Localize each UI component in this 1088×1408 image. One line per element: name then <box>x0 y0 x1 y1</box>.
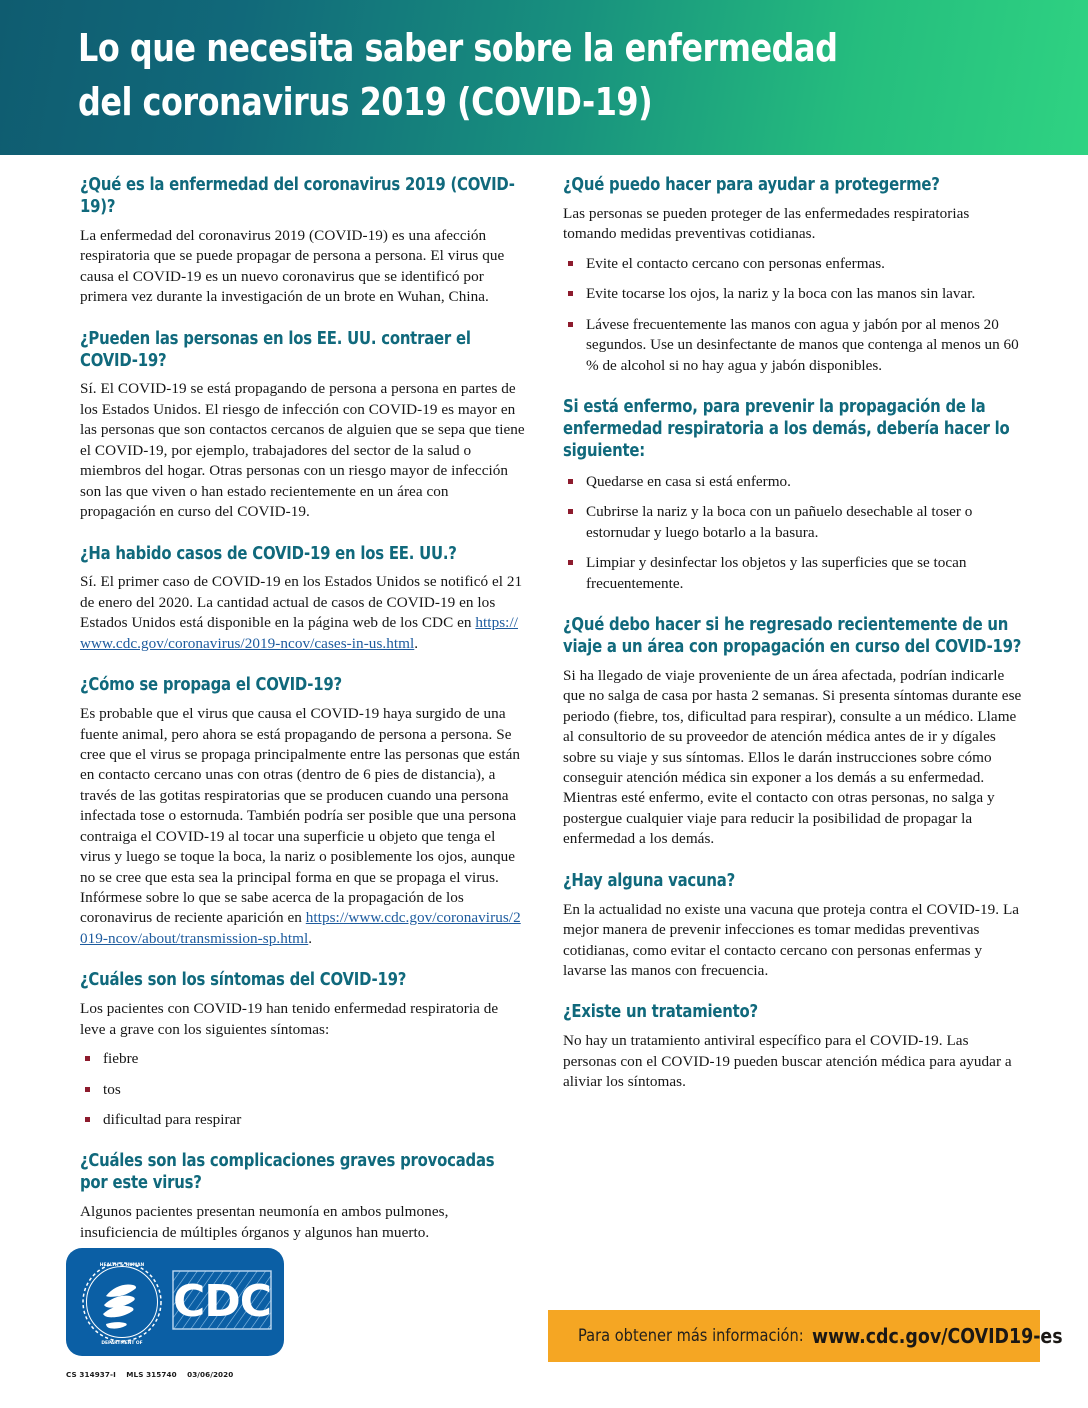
content-block <box>563 1002 1025 1092</box>
section-heading: ¿Cómo se propaga el COVID-19? <box>80 675 342 696</box>
footer-area <box>0 1230 1088 1408</box>
square-bullet-icon <box>85 1117 90 1122</box>
body-paragraph: No hay un tratamiento antiviral específico para el COVID-19. Las personas con el COVID-19 pueden buscar atención médica para ayudar a aliviar los síntomas. <box>563 1032 1012 1091</box>
body-paragraph: En la actualidad no existe una vacuna que proteja contra el COVID-19. La mejor manera de prevenir infecciones es tomar medidas preventivas cotidianas, como evitar el contacto cercano con personas enfermas y lavarse las manos con frecuencia. <box>563 900 1020 979</box>
content-block <box>563 615 1025 850</box>
body-paragraph: Algunos pacientes presentan neumonía en ambos pulmones, insuficiencia de múltiples órganos y algunos han muerto. <box>80 1203 449 1241</box>
list-item <box>563 502 1025 543</box>
body-paragraph: Los pacientes con COVID-19 han tenido enfermedad respiratoria de leve a grave con los siguientes síntomas: <box>80 1000 499 1038</box>
list-item-label: fiebre <box>103 1050 139 1068</box>
list-item <box>563 315 1025 376</box>
body-paragraph-with-link <box>80 572 525 654</box>
bullet-list <box>563 472 1025 594</box>
cdc-wordmark-icon <box>172 1270 272 1332</box>
content-block <box>80 175 525 308</box>
more-info-label: Para obtener más información: <box>578 1326 804 1346</box>
list-item <box>563 553 1025 594</box>
content-block <box>563 175 1025 376</box>
list-item-label: tos <box>103 1080 121 1098</box>
list-item-label: Evite el contacto cercano con personas enfermas. <box>586 254 885 272</box>
cdc-logo <box>66 1248 284 1356</box>
square-bullet-icon <box>568 261 573 266</box>
list-item <box>563 284 1025 304</box>
square-bullet-icon <box>568 509 573 514</box>
content-block <box>80 329 525 523</box>
more-info-bar <box>548 1310 1064 1362</box>
more-info-url[interactable]: www.cdc.gov/COVID19-es <box>812 1324 1064 1348</box>
svg-text:DEPARTMENT OF: DEPARTMENT OF <box>101 1341 143 1346</box>
section-heading: ¿Qué puedo hacer para ayudar a protegerme? <box>563 175 940 195</box>
left-column <box>80 175 525 1241</box>
square-bullet-icon <box>85 1056 90 1061</box>
list-item-label: Cubrirse la nariz y la boca con un pañuelo desechable al toser o estornudar y luego botarlo a la basura. <box>586 503 973 541</box>
section-heading: ¿Qué debo hacer si he regresado recientemente de un viaje a un área con propagación en curso del COVID-19? <box>563 614 1022 657</box>
list-item <box>563 254 1025 274</box>
square-bullet-icon <box>568 560 573 565</box>
content-block <box>80 675 525 949</box>
header-banner <box>0 0 1088 155</box>
page-title: Lo que necesita saber sobre la enfermedad del coronavirus 2019 (COVID-19) <box>78 26 838 124</box>
square-bullet-icon <box>85 1087 90 1092</box>
list-item-label: Evite tocarse los ojos, la nariz y la boca con las manos sin lavar. <box>586 285 976 303</box>
bullet-list <box>563 254 1025 376</box>
section-heading: ¿Existe un tratamiento? <box>563 1002 758 1023</box>
section-heading: Si está enfermo, para prevenir la propagación de la enfermedad respiratoria a los demás, debería hacer lo siguiente: <box>563 396 1010 461</box>
cdc-logo-badge <box>66 1248 284 1356</box>
body-paragraph: Las personas se pueden proteger de las enfermedades respiratorias tomando medidas preventivas cotidianas. <box>563 204 970 243</box>
section-heading: ¿Hay alguna vacuna? <box>563 870 735 891</box>
body-paragraph: Si ha llegado de viaje proveniente de un área afectada, podrían indicarle que no salga de casa por hasta 2 semanas. Si presenta síntomas durante ese periodo (fiebre, tos, dificultad para respirar), consulte a un médico. Llame al consultorio de su proveedor de atención médica antes de ir y dígales sobre su viaje y sus síntomas. Ellos le darán instrucciones sobre cómo conseguir atención médica sin exponer a los demás a su enfermedad. Mientras esté enfermo, evite el contacto con otras personas, no salga y postergue cualquier viaje para reducir la posibilidad de propagar la enfermedad a los demás. <box>563 666 1022 848</box>
list-item <box>563 472 1025 492</box>
bullet-list <box>80 1049 525 1130</box>
external-link[interactable]: https://www.cdc.gov/coronavirus/2019-ncov/about/transmission-sp.html <box>80 909 521 947</box>
square-bullet-icon <box>568 322 573 327</box>
section-heading: ¿Qué es la enfermedad del coronavirus 2019 (COVID-19)? <box>80 175 515 217</box>
content-block <box>563 397 1025 594</box>
square-bullet-icon <box>568 479 573 484</box>
list-item-label: Limpiar y desinfectar los objetos y las superficies que se tocan frecuentemente. <box>586 554 967 592</box>
section-heading: ¿Cuáles son los síntomas del COVID-19? <box>80 970 407 991</box>
list-item <box>80 1110 525 1130</box>
content-area <box>0 175 1088 1241</box>
paragraph-text-after-link: . <box>308 929 313 947</box>
section-heading: ¿Pueden las personas en los EE. UU. contraer el COVID-19? <box>80 328 471 371</box>
paragraph-text-after-link: . <box>414 634 419 652</box>
list-item <box>80 1049 525 1069</box>
external-link[interactable]: https://www.cdc.gov/coronavirus/2019-ncov/cases-in-us.html <box>80 614 518 652</box>
svg-text:HEALTH & HUMAN: HEALTH & HUMAN <box>99 1263 145 1268</box>
paragraph-text-before-link: Es probable que el virus que causa el COVID-19 haya surgido de una fuente animal, pero ahora se está propagando de persona a persona. Se cree que el virus se propaga principalmente entre las personas que están en contacto cercano unas con otras (dentro de 6 pies de distancia), a través de las gotitas respiratorias que se producen cuando una persona infectada tose o estornuda. También podría ser posible que una persona contraiga el COVID-19 al tocar una superficie u objeto que tenga el virus y luego se toque la boca, la nariz o posiblemente los ojos, aunque no se cree que esta sea la principal forma en que se propaga el virus. Infórmese sobre lo que se sabe acerca de la propagación de los coronavirus de reciente aparición en <box>80 705 521 927</box>
right-column <box>563 175 1025 1230</box>
square-bullet-icon <box>568 291 573 296</box>
list-item-label: Quedarse en casa si está enfermo. <box>586 472 791 490</box>
section-heading: ¿Ha habido casos de COVID-19 en los EE. UU.? <box>80 543 457 564</box>
section-heading: ¿Cuáles son las complicaciones graves provocadas por este virus? <box>80 1151 495 1194</box>
paragraph-text-before-link: Sí. El primer caso de COVID-19 en los Estados Unidos se notificó el 21 de enero del 2020. La cantidad actual de casos de COVID-19 en los Estados Unidos está disponible en la página web de los CDC en <box>80 573 523 632</box>
body-paragraph: Sí. El COVID-19 se está propagando de persona a persona en partes de los Estados Unidos. El riesgo de infección con COVID-19 es mayor en las personas que son contactos cercanos de alguien que se sepa que tiene el COVID-19, por ejemplo, trabajadores del sector de la salud o miembros del hogar. Otras personas con un riesgo mayor de infección son las que viven o han estado recientemente en un área con propagación en curso del COVID-19. <box>80 380 525 521</box>
content-block <box>563 871 1025 982</box>
list-item-label: Lávese frecuentemente las manos con agua y jabón por al menos 20 segundos. Use un desinfectante de manos que contenga al menos un 60 % de alcohol si no hay agua y jabón disponibles. <box>586 315 1019 374</box>
content-block <box>80 970 525 1130</box>
list-item <box>80 1080 525 1100</box>
svg-text:CDC: CDC <box>172 1276 272 1327</box>
content-block <box>80 544 525 655</box>
body-paragraph: La enfermedad del coronavirus 2019 (COVID-19) es una afección respiratoria que se puede propagar de persona a persona. El virus que causa el COVID-19 es un nuevo coronavirus que se identificó por primera vez durante la investigación de un brote en Wuhan, China. <box>80 226 505 306</box>
hhs-seal-icon <box>76 1254 168 1350</box>
publication-number: CS 314937-I MLS 315740 03/06/2020 <box>66 1370 234 1379</box>
list-item-label: dificultad para respirar <box>103 1111 242 1129</box>
body-paragraph-with-link <box>80 704 525 949</box>
